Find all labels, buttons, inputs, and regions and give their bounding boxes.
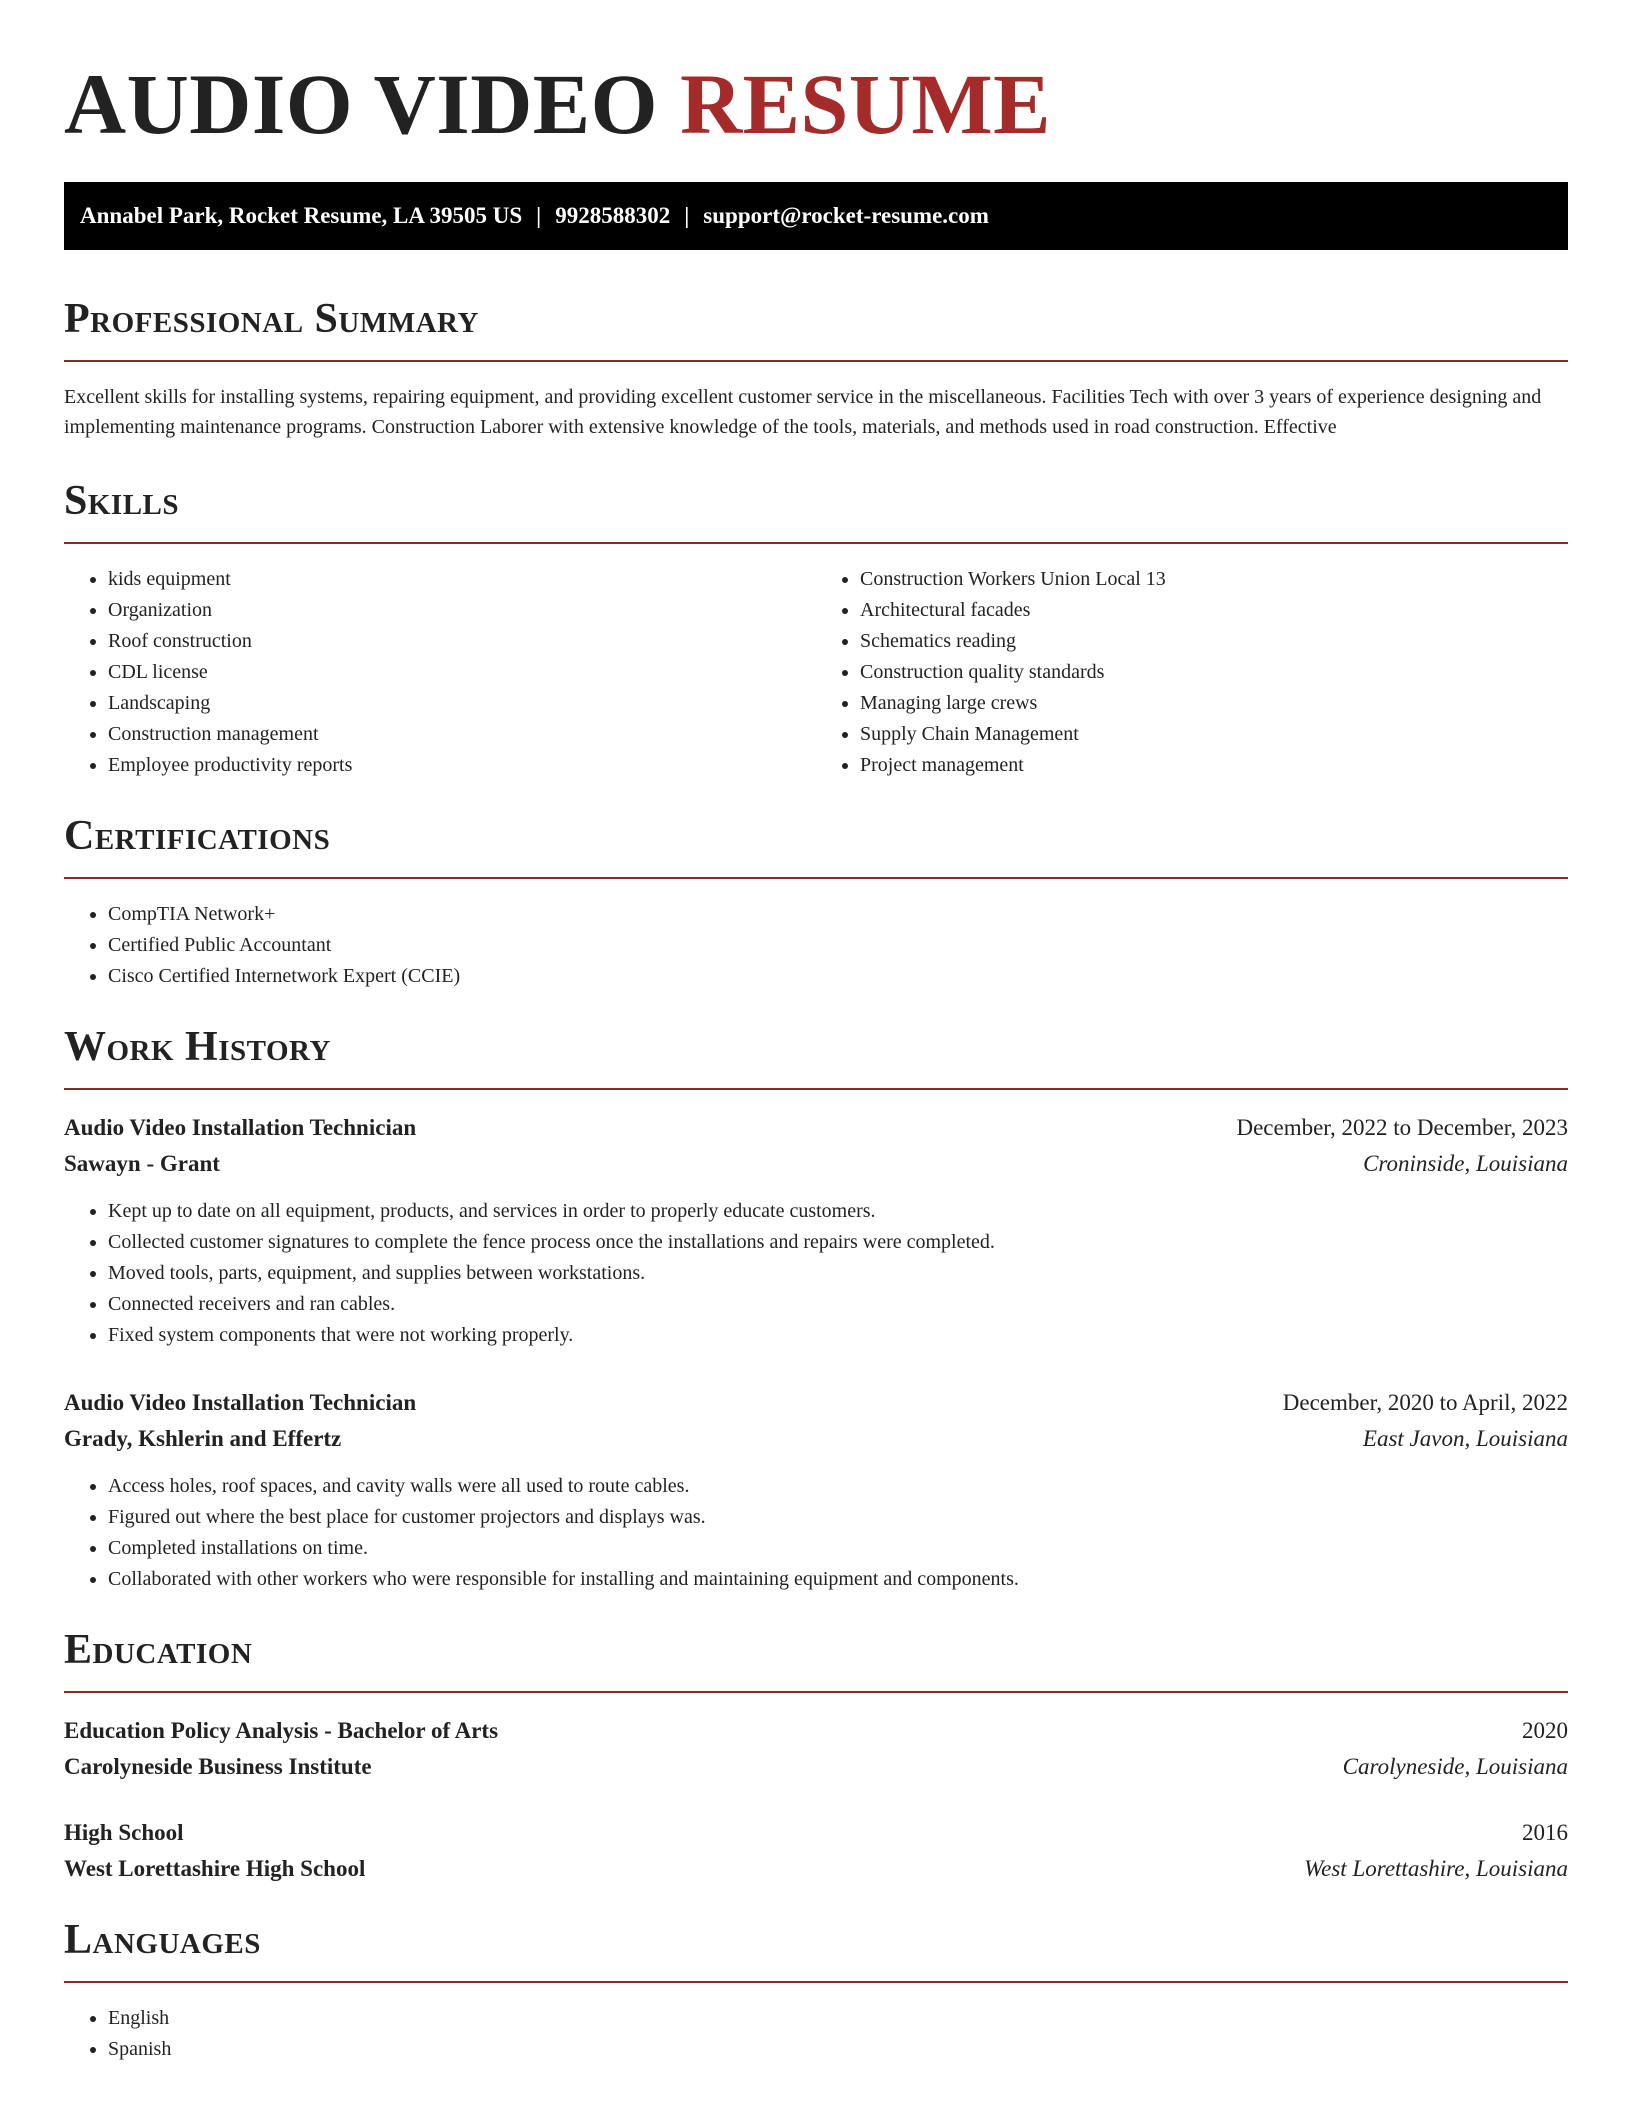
summary-text: Excellent skills for installing systems, repairing equipment, and providing excellent customer service in the miscellaneous. Facilities Tech with over 3 years of experience designing and implementing maintenance programs. Construction Laborer with extensive knowledge of the tools, materials, and methods used in road construction. Effective [64,386,1542,438]
skills-list-right [816,564,1568,781]
job-location: Croninside, Louisiana [1363,1151,1568,1176]
education-school: Carolyneside Business Institute [64,1754,372,1779]
job-duties-list [64,1471,1568,1595]
education-heading: Education [64,1627,253,1673]
education-year: 2020 [1522,1718,1568,1743]
job-company: Sawayn - Grant [64,1151,220,1176]
contact-separator: | [684,203,690,228]
skill-item: • Supply Chain Management [860,719,1568,750]
section-divider [64,1088,1568,1090]
job-header-row [64,1385,1568,1421]
skill-item: • Landscaping [108,688,816,719]
job-dates: December, 2022 to December, 2023 [1236,1115,1568,1140]
education-location: Carolyneside, Louisiana [1342,1754,1568,1779]
skill-item: • Roof construction [108,626,816,657]
job-company-row [64,1146,1568,1182]
education-school: West Lorettashire High School [64,1856,366,1881]
education-degree: High School [64,1820,184,1845]
languages-section [64,1915,1568,2065]
certifications-list [64,899,1568,992]
certifications-heading: Certifications [64,813,331,859]
work-history-heading: Work History [64,1024,331,1070]
skill-item: • Employee productivity reports [108,750,816,781]
job-duties-list [64,1196,1568,1351]
skills-heading: Skills [64,478,180,524]
skill-item: • Project management [860,750,1568,781]
skill-item: • Architectural facades [860,595,1568,626]
education-degree-row [64,1713,1568,1749]
job-title: Audio Video Installation Technician [64,1390,417,1415]
education-degree-row [64,1815,1568,1851]
skill-item: • Construction Workers Union Local 13 [860,564,1568,595]
certifications-section [64,811,1568,992]
education-degree: Education Policy Analysis - Bachelor of Arts [64,1718,499,1743]
job-company-row [64,1421,1568,1457]
job-company: Grady, Kshlerin and Effertz [64,1426,342,1451]
resume-title-main: AUDIO VIDEO [64,56,659,152]
contact-separator: | [536,203,542,228]
skills-section [64,476,1568,781]
education-entry [64,1815,1568,1887]
skill-item: • Schematics reading [860,626,1568,657]
language-item: • Spanish [108,2034,1568,2065]
job-duty-item: • Completed installations on time. [108,1533,1568,1564]
languages-heading: Languages [64,1917,261,1963]
resume-title-accent: RESUME [680,56,1051,152]
skill-item: • CDL license [108,657,816,688]
education-location: West Lorettashire, Louisiana [1304,1856,1568,1881]
summary-section [64,294,1568,442]
job-duty-item: • Collaborated with other workers who were responsible for installing and maintaining equipment and components. [108,1564,1568,1595]
section-divider [64,360,1568,362]
language-item: • English [108,2003,1568,2034]
section-divider [64,1981,1568,1983]
certification-item: • Cisco Certified Internetwork Expert (CCIE) [108,961,1568,992]
skill-item: • Construction quality standards [860,657,1568,688]
skill-item: • Organization [108,595,816,626]
contact-bar [64,182,1568,250]
job-duty-item: • Fixed system components that were not working properly. [108,1320,1568,1351]
contact-email: support@rocket-resume.com [703,203,989,228]
section-divider [64,1691,1568,1693]
job-dates: December, 2020 to April, 2022 [1282,1390,1568,1415]
job-location: East Javon, Louisiana [1362,1426,1568,1451]
job-duty-item: • Access holes, roof spaces, and cavity walls were all used to route cables. [108,1471,1568,1502]
education-school-row [64,1851,1568,1887]
job-entry [64,1385,1568,1595]
contact-phone: 9928588302 [555,203,671,228]
job-entry [64,1110,1568,1351]
summary-heading: Professional Summary [64,296,479,342]
skill-item: • Managing large crews [860,688,1568,719]
education-school-row [64,1749,1568,1785]
job-duty-item: • Collected customer signatures to complete the fence process once the installations and repairs were completed. [108,1227,1568,1258]
education-section [64,1625,1568,1887]
section-divider [64,542,1568,544]
section-divider [64,877,1568,879]
skill-item: • kids equipment [108,564,816,595]
skill-item: • Construction management [108,719,816,750]
job-duty-item: • Moved tools, parts, equipment, and supplies between workstations. [108,1258,1568,1289]
work-history-section [64,1022,1568,1595]
resume-title [64,58,1568,150]
job-duty-item: • Kept up to date on all equipment, products, and services in order to properly educate customers. [108,1196,1568,1227]
languages-list [64,2003,1568,2065]
certification-item: • CompTIA Network+ [108,899,1568,930]
contact-name-address: Annabel Park, Rocket Resume, LA 39505 US [80,203,523,228]
skills-list-left [64,564,816,781]
job-duty-item: • Figured out where the best place for customer projectors and displays was. [108,1502,1568,1533]
job-header-row [64,1110,1568,1146]
certification-item: • Certified Public Accountant [108,930,1568,961]
skills-grid [64,564,1568,781]
job-duty-item: • Connected receivers and ran cables. [108,1289,1568,1320]
education-year: 2016 [1522,1820,1568,1845]
education-entry [64,1713,1568,1785]
job-title: Audio Video Installation Technician [64,1115,417,1140]
